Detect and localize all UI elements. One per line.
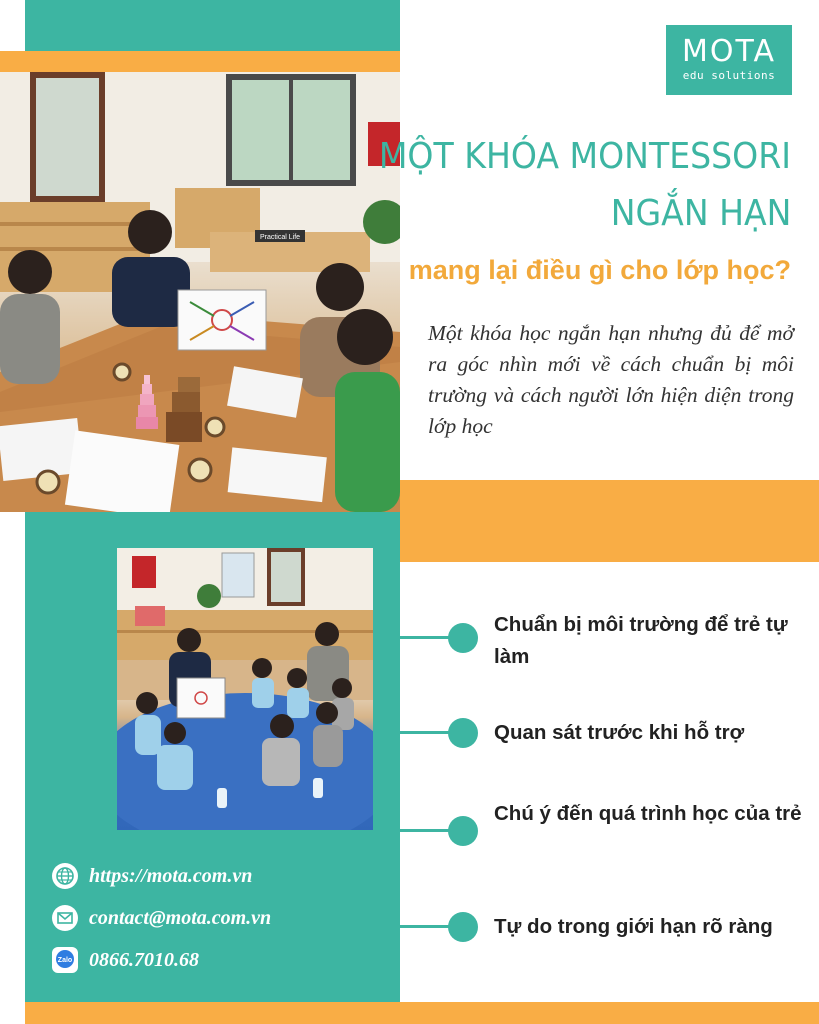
right-orange-band [400, 480, 819, 562]
bullet-item-2: Quan sát trước khi hỗ trợ [494, 721, 745, 744]
bullet-item-4: Tự do trong giới hạn rõ ràng [494, 915, 773, 938]
bullet-dot-4 [448, 912, 478, 942]
mota-logo [666, 25, 792, 95]
top-teal-bar [25, 0, 400, 51]
headline-line-1: MỘT KHÓA MONTESSORI [378, 136, 791, 177]
top-orange-bar [0, 51, 400, 72]
intro-paragraph: Một khóa học ngắn hạn nhưng đủ để mở ra góc nhìn mới về cách chuẩn bị môi trường và cách người lớn hiện diện trong lớp học [428, 321, 794, 438]
mail-icon [52, 905, 78, 931]
headline-subtitle: mang lại điều gì cho lớp học? [408, 255, 791, 285]
bottom-orange-bar [25, 1002, 819, 1024]
email-link[interactable]: contact@mota.com.vn [89, 906, 272, 929]
practical-life-sign: Practical Life [259, 234, 301, 241]
logo-tagline: edu solutions [682, 69, 776, 82]
classroom-photo [117, 548, 373, 830]
bullet-item-3: Chú ý đến quá trình học của trẻ [494, 802, 802, 825]
website-link[interactable]: https://mota.com.vn [89, 864, 253, 887]
bullet-dot-1 [448, 623, 478, 653]
bullet-dot-2 [448, 718, 478, 748]
logo-wordmark: MOTA [681, 34, 776, 69]
bullet-dot-3 [448, 816, 478, 846]
bullet-item-1: Chuẩn bị môi trường để trẻ tự làm [494, 613, 788, 668]
contact-email[interactable] [52, 904, 271, 932]
headline-line-2: NGẮN HẠN [610, 193, 791, 234]
contact-phone[interactable] [52, 946, 199, 974]
phone-number[interactable]: 0866.7010.68 [89, 948, 199, 971]
globe-icon [52, 863, 78, 889]
training-photo [0, 72, 400, 512]
zalo-icon [52, 947, 78, 973]
contact-website[interactable] [52, 862, 252, 890]
svg-text:Zalo: Zalo [57, 957, 73, 964]
